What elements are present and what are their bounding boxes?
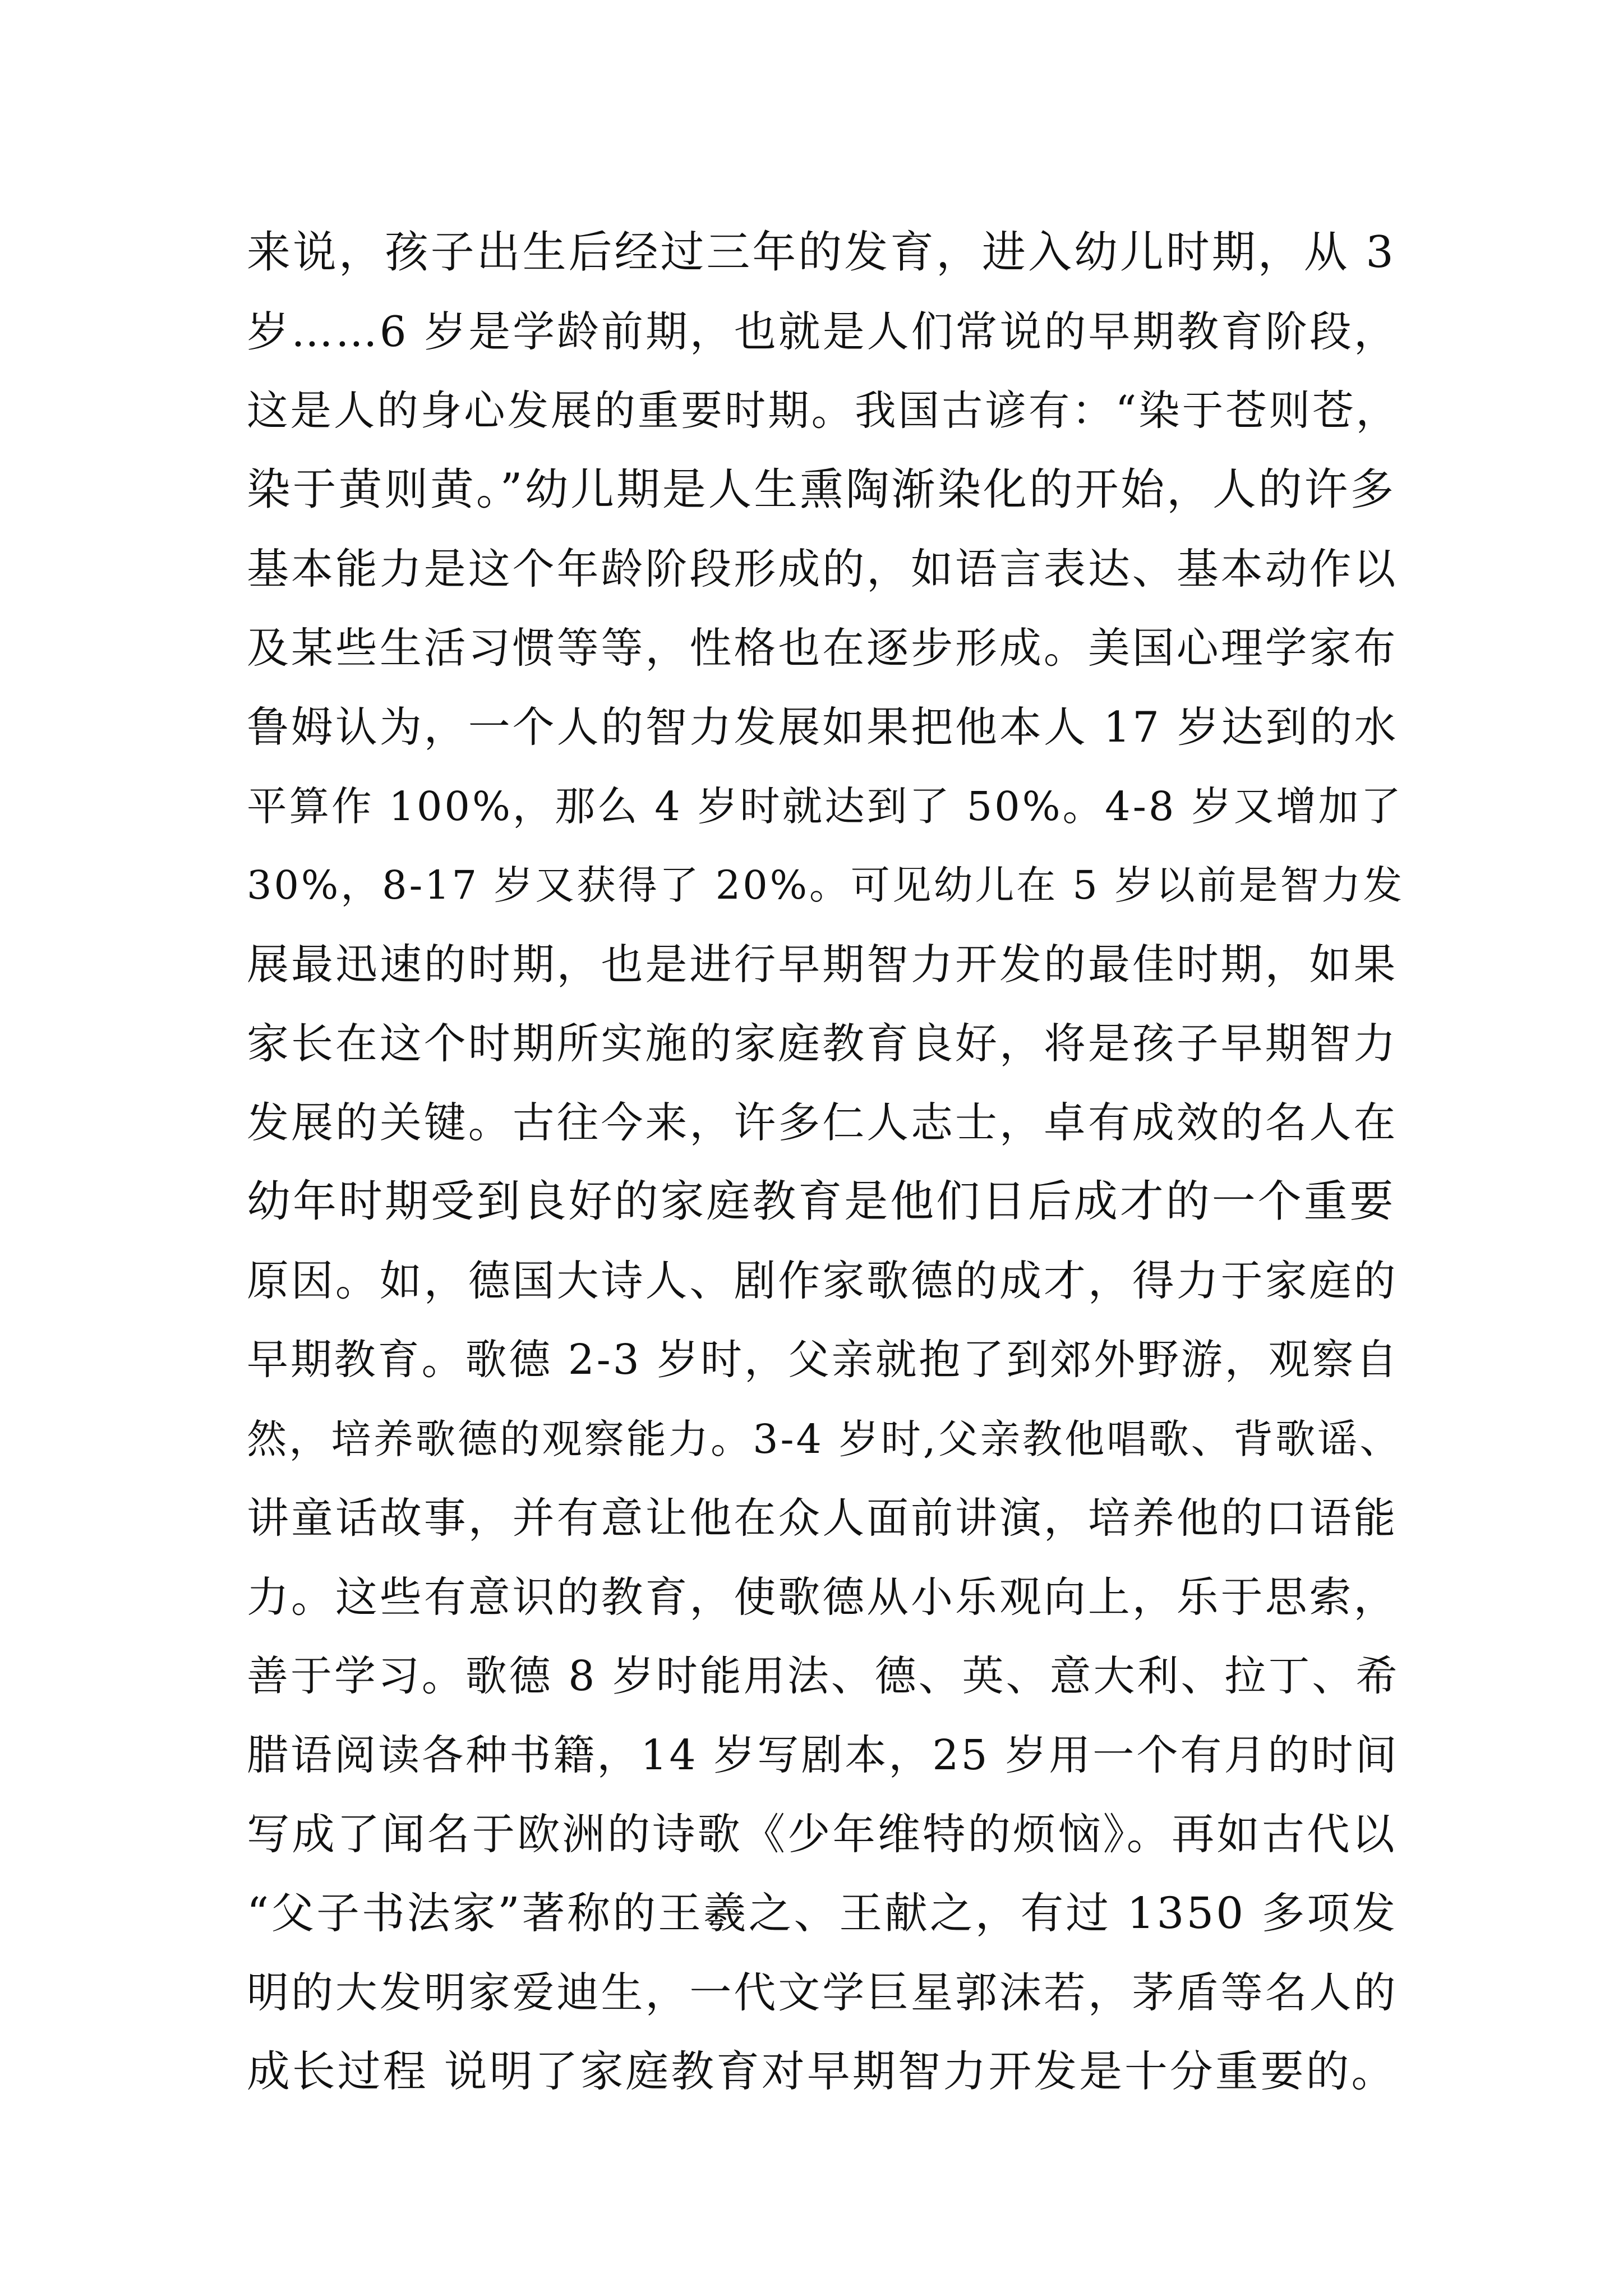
text-line: 及某些生活习惯等等，性格也在逐步形成。美国心理学家布: [247, 623, 1398, 673]
text-line: 平算作 100%，那么 4 岁时就达到了 50%。4-8 岁又增加了: [247, 783, 1403, 830]
text-line: 成长过程 说明了家庭教育对早期智力开发是十分重要的。: [247, 2047, 1397, 2097]
text-line: “父子书法家”著称的王羲之、王献之，有过 1350 多项发: [247, 1889, 1398, 1939]
text-line: 讲童话故事，并有意让他在众人面前讲演，培养他的口语能: [247, 1493, 1398, 1543]
text-line: 基本能力是这个年龄阶段形成的，如语言表达、基本动作以: [247, 544, 1398, 593]
text-line: 发展的关键。古往今来，许多仁人志士，卓有成效的名人在: [247, 1098, 1398, 1147]
text-line: 早期教育。歌德 2-3 岁时，父亲就抱了到郊外野游，观察自: [247, 1336, 1400, 1384]
text-line: 展最迅速的时期，也是进行早期智力开发的最佳时期，如果: [247, 940, 1398, 989]
text-line: 幼年时期受到良好的家庭教育是他们日后成才的一个重要: [247, 1176, 1396, 1227]
text-line: 力。这些有意识的教育，使歌德从小乐观向上，乐于思索，: [247, 1572, 1398, 1622]
text-line: 鲁姆认为，一个人的智力发展如果把他本人 17 岁达到的水: [247, 702, 1399, 752]
text-line: 写成了闻名于欧洲的诗歌《少年维特的烦恼》。再如古代以: [247, 1810, 1397, 1860]
text-line: 善于学习。歌德 8 岁时能用法、德、英、意大利、拉丁、希: [247, 1652, 1400, 1700]
text-line: 家长在这个时期所实施的家庭教育良好，将是孩子早期智力: [247, 1019, 1398, 1068]
text-line: 来说，孩子出生后经过三年的发育，进入幼儿时期，从 3: [247, 227, 1396, 278]
text-line: 腊语阅读各种书籍，14 岁写剧本，25 岁用一个有月的时间: [247, 1731, 1399, 1779]
text-line: 原因。如，德国大诗人、剧作家歌德的成才，得力于家庭的: [247, 1256, 1398, 1305]
text-line: 明的大发明家爱迪生，一代文学巨星郭沫若，茅盾等名人的: [247, 1968, 1398, 2017]
text-line: 30%，8-17 岁又获得了 20%。可见幼儿在 5 岁以前是智力发: [247, 863, 1405, 908]
text-line: 染于黄则黄。”幼儿期是人生熏陶渐染化的开始，人的许多: [247, 464, 1396, 515]
text-line: 岁……6 岁是学龄前期，也就是人们常说的早期教育阶段，: [247, 307, 1398, 356]
text-line: 这是人的身心发展的重要时期。我国古谚有：“染于苍则苍，: [247, 387, 1399, 435]
text-line: 然，培养歌德的观察能力。3-4 岁时,父亲教他唱歌、背歌谣、: [247, 1416, 1402, 1462]
body-paragraph: [247, 213, 1405, 2111]
